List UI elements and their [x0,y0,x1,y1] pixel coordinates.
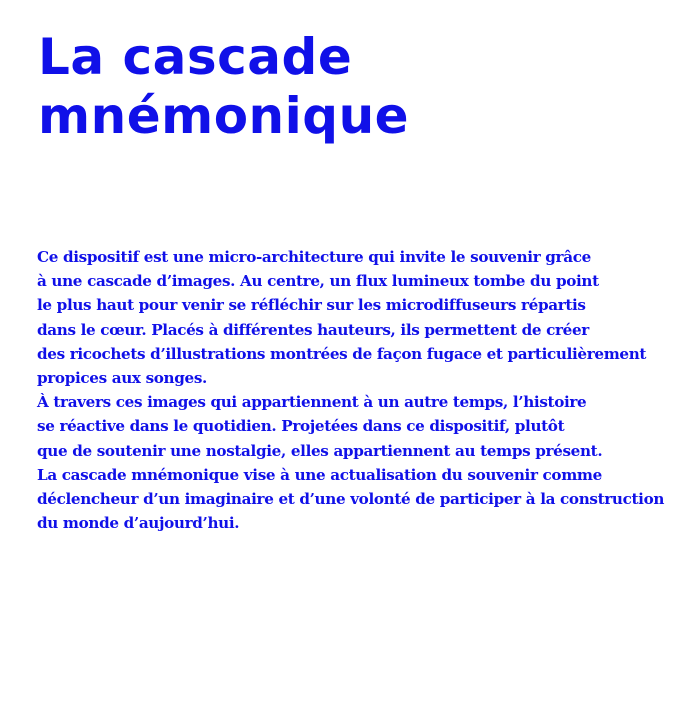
text-line-5: des ricochets d’illustrations montrées de façon fugace et particulièrement [37,344,647,363]
page-title [38,28,409,146]
text-line-1: Ce dispositif est une micro-architecture qui invite le souvenir grâce [37,248,591,266]
title-line-1: La cascade [38,28,353,86]
text-line-7: À travers ces images qui appartiennent à un autre temps, l’histoire [37,393,587,412]
text-line-3: le plus haut pour venir se réfléchir sur les microdiffuseurs répartis [37,296,586,315]
text-line-2: à une cascade d’images. Au centre, un flux lumineux tombe du point [37,272,599,291]
text-line-6: propices aux songes. [37,369,207,388]
text-line-11: déclencheur d’un imaginaire et d’une volonté de participer à la construction [37,490,665,509]
text-line-9: que de soutenir une nostalgie, elles appartiennent au temps présent. [37,441,603,460]
title-line-2: mnémonique [38,87,410,145]
text-line-12: du monde d’aujourd’hui. [37,514,240,533]
body-paragraph [37,245,665,535]
text-line-4: dans le cœur. Placés à différentes hauteurs, ils permettent de créer [37,320,589,339]
text-line-10: La cascade mnémonique vise à une actualisation du souvenir comme [37,465,602,484]
text-line-8: se réactive dans le quotidien. Projetées dans ce dispositif, plutôt [37,417,565,436]
